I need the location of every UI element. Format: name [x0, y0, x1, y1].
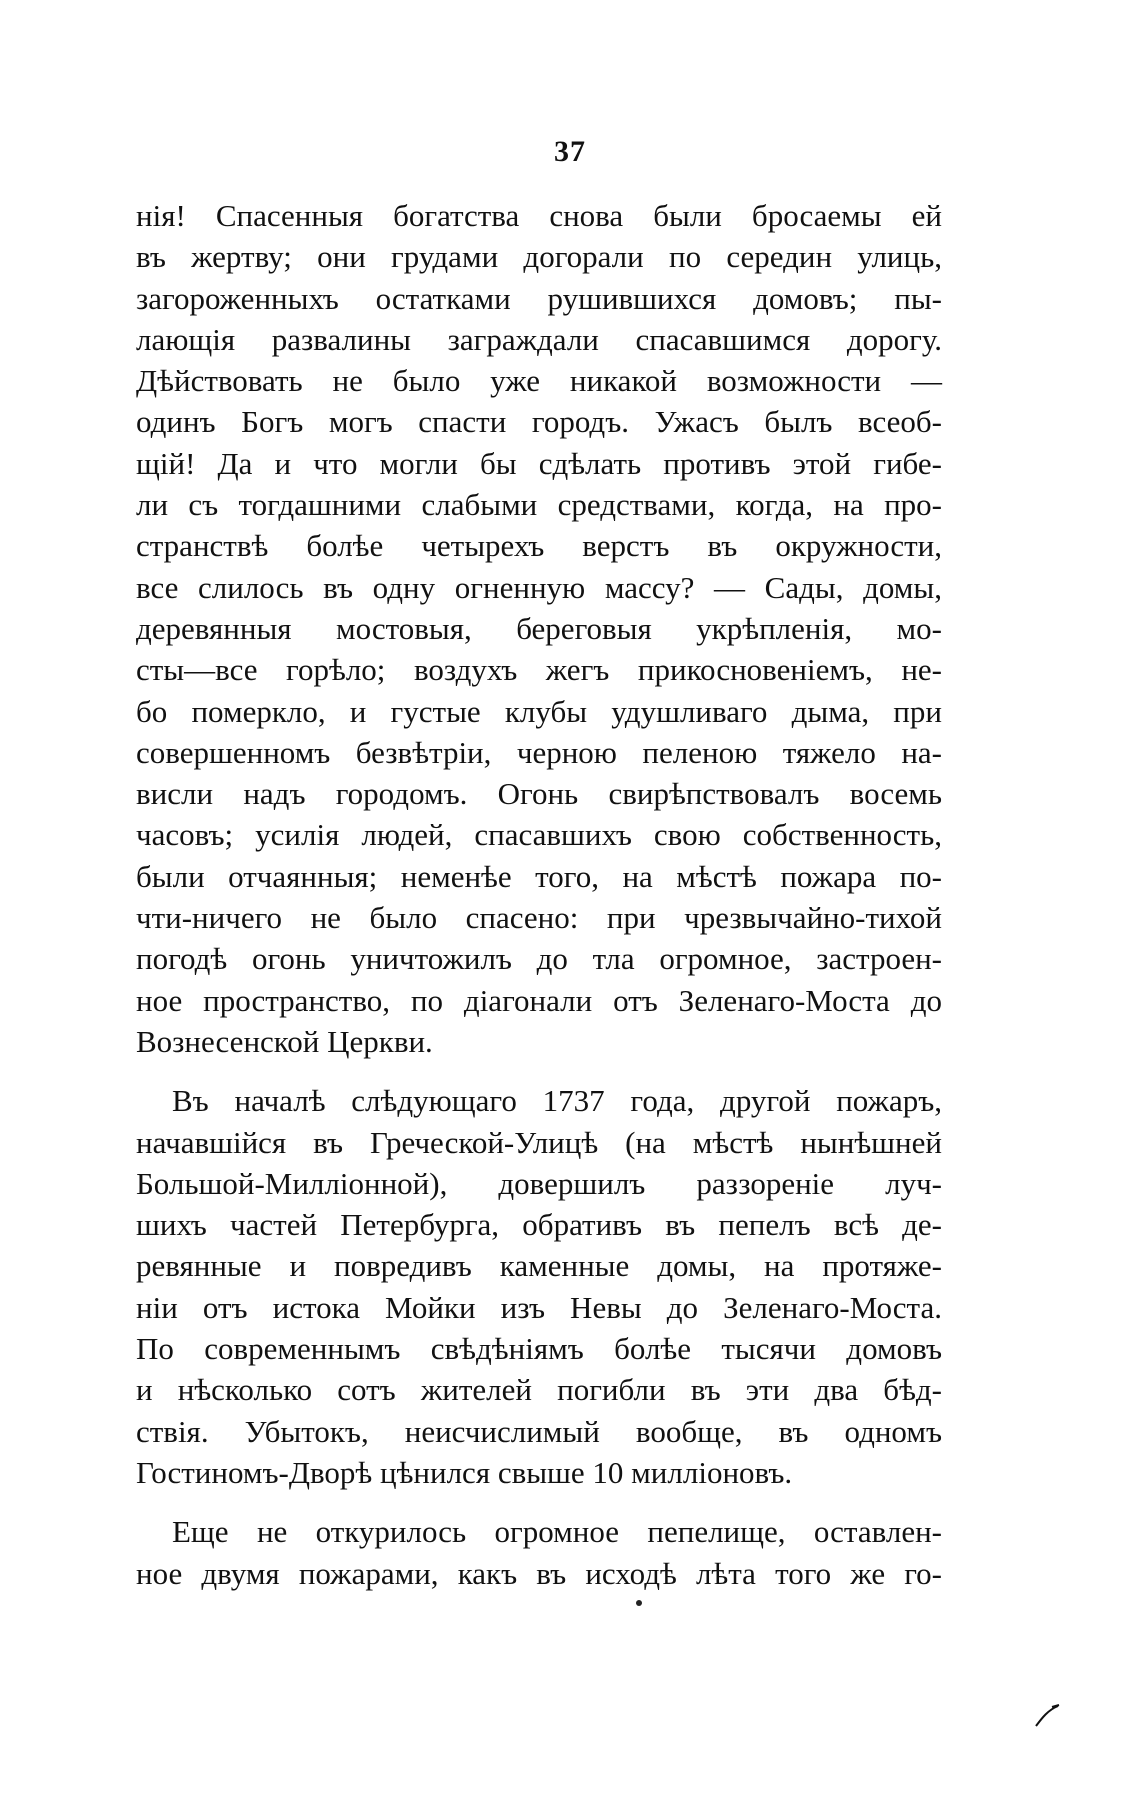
text-line: странствѣ болѣе четырехъ верстъ въ окружности,	[136, 528, 942, 564]
text-line: лающія развалины заграждали спасавшимся дорогу.	[136, 321, 942, 357]
paragraph-3	[136, 1511, 942, 1594]
text-line: Еще не откурилось огромное пепелище, оставлен-	[172, 1514, 942, 1550]
paragraph-1	[136, 195, 942, 1062]
text-line: загороженныхъ остатками рушившихся домовъ; пы-	[136, 280, 942, 316]
text-line: начавшійся въ Греческой-Улицѣ (на мѣстѣ нынѣшней	[136, 1124, 942, 1160]
text-line: ное двумя пожарами, какъ въ исходѣ лѣта того же го-	[136, 1555, 942, 1591]
text-line: ствія. Убытокъ, неисчислимый вообще, въ одномъ	[136, 1413, 942, 1449]
text-line: погодѣ огонь уничтожилъ до тла огромное, застроен-	[136, 941, 942, 977]
text-line: Въ началѣ слѣдующаго 1737 года, другой пожаръ,	[172, 1083, 942, 1119]
text-line: чти-ничего не было спасено: при чрезвычайно-тихой	[136, 900, 942, 936]
page-number: 37	[554, 135, 586, 168]
text-line: ное пространство, по діагонали отъ Зеленаго-Моста до	[136, 982, 942, 1018]
text-line: сты—все горѣло; воздухъ жегъ прикосновеніемъ, не-	[136, 652, 942, 688]
text-line: ніи отъ истока Мойки изъ Невы до Зеленаго-Моста.	[136, 1289, 942, 1325]
text-line: висли надъ городомъ. Огонь свирѣпствовалъ восемь	[136, 776, 942, 812]
scan-speck-mark	[1032, 1700, 1062, 1730]
text-line: Вознесенской Церкви.	[136, 1023, 433, 1059]
text-line: одинъ Богъ могъ спасти городъ. Ужасъ былъ всеоб-	[136, 404, 942, 440]
text-line: щій! Да и что могли бы сдѣлать противъ этой гибе-	[136, 445, 942, 481]
text-line: ревянные и повредивъ каменные домы, на протяже-	[136, 1248, 942, 1284]
footer-dot-mark	[636, 1600, 642, 1606]
body-text	[136, 195, 942, 1594]
text-line: бо померкло, и густые клубы удушливаго дыма, при	[136, 693, 942, 729]
text-line: все слилось въ одну огненную массу? — Сады, домы,	[136, 569, 942, 605]
paragraph-2	[136, 1080, 942, 1493]
text-line: часовъ; усилія людей, спасавшихъ свою собственность,	[136, 817, 942, 853]
text-line: По современнымъ свѣдѣніямъ болѣе тысячи домовъ	[136, 1331, 942, 1367]
text-line: совершенномъ безвѣтріи, черною пеленою тяжело на-	[136, 734, 942, 770]
text-line: Большой-Милліонной), довершилъ раззореніе луч-	[136, 1165, 942, 1201]
text-line: ли съ тогдашними слабыми средствами, когда, на про-	[136, 487, 942, 523]
text-line: нія! Спасенныя богатства снова были бросаемы ей	[136, 198, 942, 233]
text-line: деревянныя мостовыя, береговыя укрѣпленія, мо-	[136, 610, 942, 646]
text-line: Дѣйствовать не было уже никакой возможности —	[136, 363, 942, 399]
text-line: Гостиномъ-Дворѣ цѣнился свыше 10 милліоновъ.	[136, 1454, 793, 1490]
text-line: и нѣсколько сотъ жителей погибли въ эти два бѣд-	[136, 1372, 942, 1408]
text-line: шихъ частей Петербурга, обративъ въ пепелъ всѣ де-	[136, 1207, 942, 1243]
text-line: въ жертву; они грудами догорали по середин улиць,	[136, 239, 942, 275]
text-line: были отчаянныя; неменѣе того, на мѣстѣ пожара по-	[136, 858, 942, 894]
